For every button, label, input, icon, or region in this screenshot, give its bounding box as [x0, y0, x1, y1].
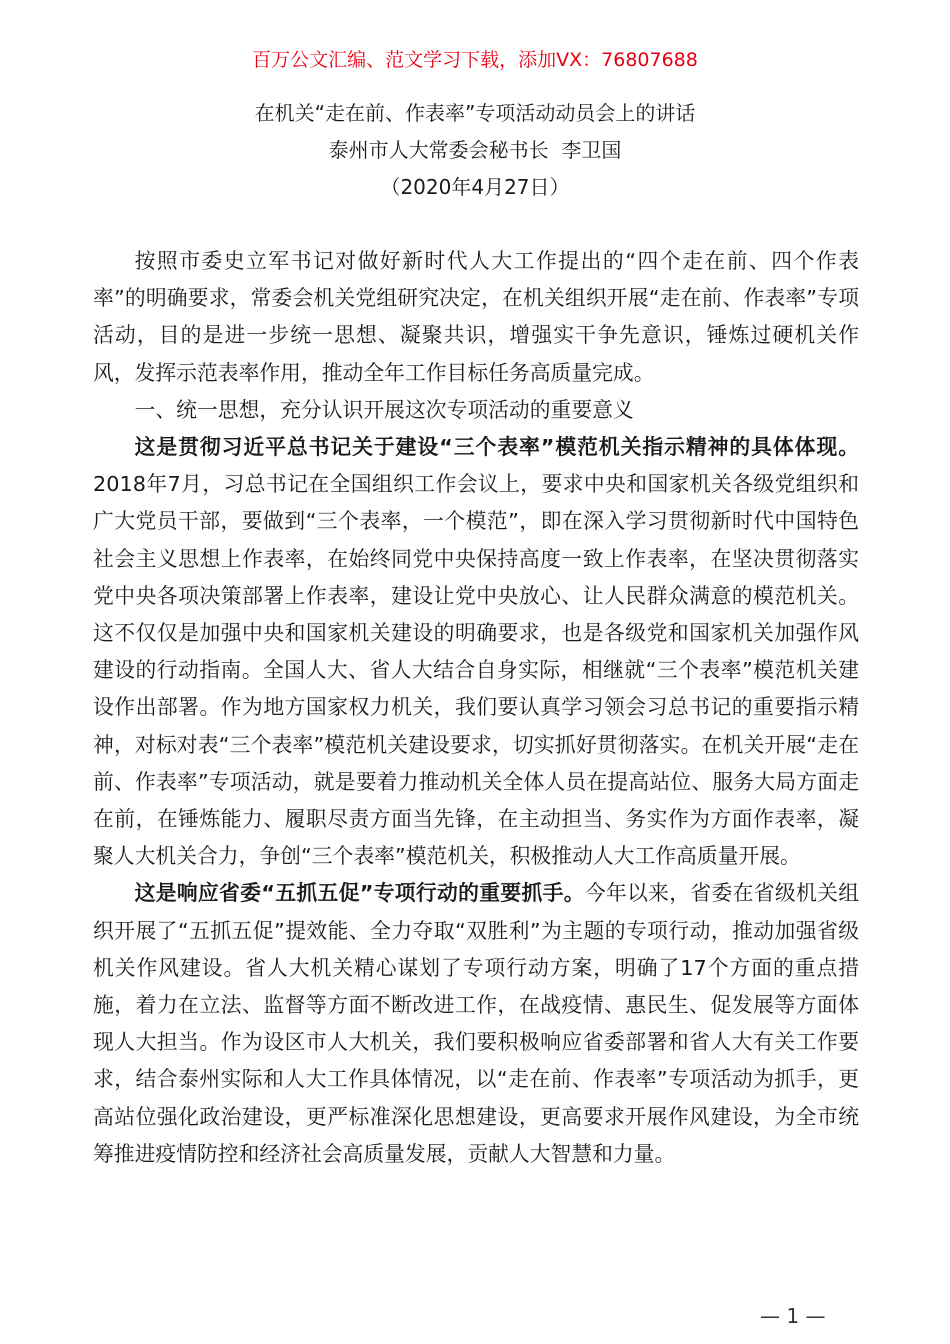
paragraph-1 — [93, 429, 859, 875]
paragraph-1-text: 2018年7月，习总书记在全国组织工作会议上，要求中央和国家机关各级党组织和广大党员干部，要做到“三个表率，一个模范”，即在深入学习贯彻新时代中国特色社会主义思想上作表率，在始终同党中央保持高度一致上作表率，在坚决贯彻落实党中央各项决策部署上作表率，建设让党中央放心、让人民群众满意的模范机关。这不仅仅是加强中央和国家机关建设的明确要求，也是各级党和国家机关加强作风建设的行动指南。全国人大、省人大结合自身实际，相继就“三个表率”模范机关建设作出部署。作为地方国家权力机关，我们要认真学习领会习总书记的重要指示精神，对标对表“三个表率”模范机关建设要求，切实抓好贯彻落实。在机关开展“走在前、作表率”专项活动，就是要着力推动机关全体人员在提高站位、服务大局方面走在前，在锤炼能力、履职尽责方面当先锋，在主动担当、务实作为方面作表率，凝聚人大机关合力，争创“三个表率”模范机关，积极推动人大工作高质量开展。 — [93, 472, 859, 869]
paragraph-2-lead: 这是响应省委“五抓五促”专项行动的重要抓手。 — [134, 881, 585, 906]
speech-date: （2020年4月27日） — [380, 175, 570, 199]
speaker-line: 泰州市人大常委会秘书长 李卫国 — [328, 138, 622, 162]
speech-title: 在机关“走在前、作表率”专项活动动员会上的讲话 — [254, 101, 696, 125]
document-body — [93, 243, 859, 1173]
paragraph-1-lead: 这是贯彻习近平总书记关于建设“三个表率”模范机关指示精神的具体体现。 — [134, 435, 859, 460]
intro-paragraph: 按照市委史立军书记对做好新时代人大工作提出的“四个走在前、四个作表率”的明确要求，常委会机关党组研究决定，在机关组织开展“走在前、作表率”专项活动，目的是进一步统一思想、凝聚共识，增强实干争先意识，锤炼过硬机关作风，发挥示范表率作用，推动全年工作目标任务高质量完成。 — [93, 249, 859, 385]
promo-banner: 百万公文汇编、范文学习下载，添加VX：76807688 — [252, 49, 698, 71]
page-number: — 1 — — [760, 1304, 826, 1328]
paragraph-2 — [93, 875, 859, 1173]
section-heading: 一、统一思想，充分认识开展这次专项活动的重要意义 — [134, 397, 634, 422]
paragraph-2-text: 今年以来，省委在省级机关组织开展了“五抓五促”提效能、全力夺取“双胜利”为主题的专项行动，推动加强省级机关作风建设。省人大机关精心谋划了专项行动方案，明确了17个方面的重点措施，着力在立法、监督等方面不断改进工作，在战疫情、惠民生、促发展等方面体现人大担当。作为设区市人大机关，我们要积极响应省委部署和省人大有关工作要求，结合泰州实际和人大工作具体情况，以“走在前、作表率”专项活动为抓手，更高站位强化政治建设，更严标准深化思想建设，更高要求开展作风建设，为全市统筹推进疫情防控和经济社会高质量发展，贡献人大智慧和力量。 — [93, 881, 860, 1166]
